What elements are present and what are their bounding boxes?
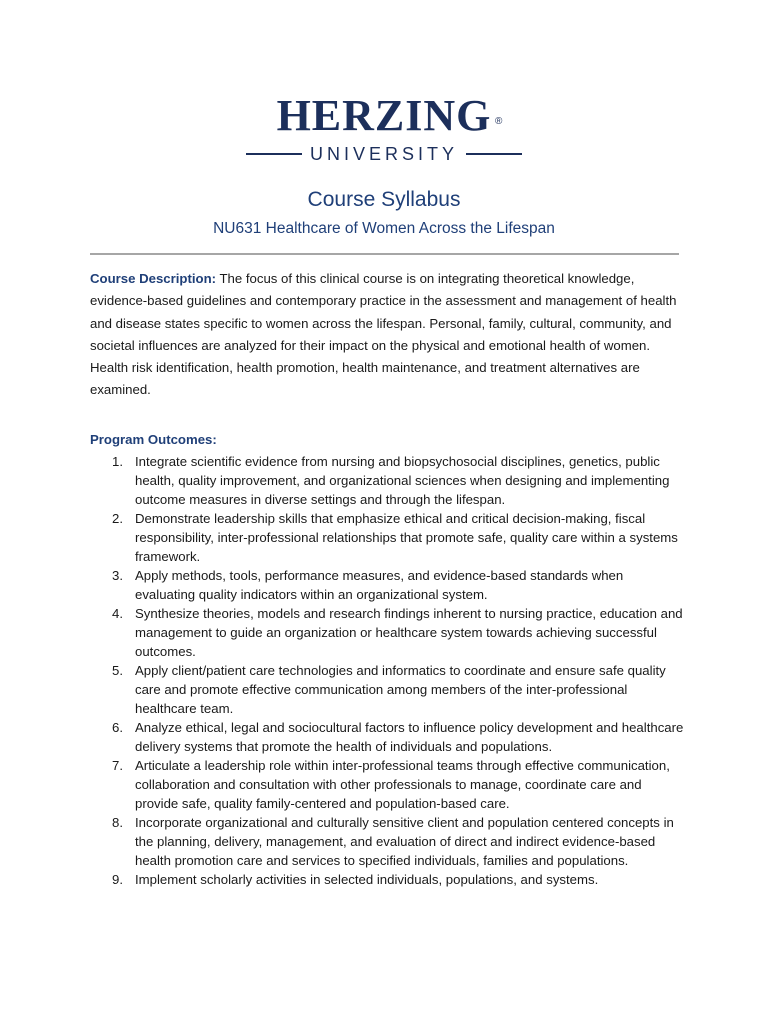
page-title: Course Syllabus xyxy=(307,188,461,211)
program-outcome-item xyxy=(90,756,686,813)
header-divider xyxy=(90,253,679,255)
program-outcome-item xyxy=(90,661,686,718)
program-outcome-text: Implement scholarly activities in selected individuals, populations, and systems. xyxy=(135,872,599,887)
course-description-label: Course Description: xyxy=(90,271,217,286)
logo-name: HERZING xyxy=(276,91,492,140)
program-outcome-number: 7. xyxy=(112,758,123,773)
course-title: NU631 Healthcare of Women Across the Lifespan xyxy=(213,220,555,237)
program-outcome-item xyxy=(90,566,686,604)
program-outcome-number: 6. xyxy=(112,720,123,735)
program-outcome-number: 4. xyxy=(112,606,123,621)
program-outcome-text: Demonstrate leadership skills that emphasize ethical and critical decision-making, fiscal responsibility, inter-professional relationships that promote safe, quality care within a systems framework. xyxy=(135,511,678,564)
program-outcome-item xyxy=(90,718,686,756)
course-description-text: The focus of this clinical course is on integrating theoretical knowledge, evidence-based guidelines and contemporary practice in the assessment and management of health and disease states specific to women across the lifespan. Personal, family, cultural, community, and societal influences are analyzed for their impact on the physical and emotional health of women. Health risk identification, health promotion, health maintenance, and treatment alternatives are examined. xyxy=(90,271,677,398)
course-description xyxy=(90,268,682,402)
university-logo xyxy=(0,92,768,164)
logo-rule-left xyxy=(246,153,302,155)
program-outcome-item xyxy=(90,509,686,566)
program-outcome-text: Apply client/patient care technologies and informatics to coordinate and ensure safe quality care and promote effective communication among members of the inter-professional healthcare team. xyxy=(135,663,666,716)
program-outcome-number: 2. xyxy=(112,511,123,526)
program-outcome-item xyxy=(90,452,686,509)
logo-rule-right xyxy=(466,153,522,155)
program-outcome-text: Apply methods, tools, performance measures, and evidence-based standards when evaluating quality indicators within an organizational system. xyxy=(135,568,624,602)
logo-subtitle: UNIVERSITY xyxy=(309,144,459,164)
program-outcome-number: 5. xyxy=(112,663,123,678)
program-outcome-item xyxy=(90,604,686,661)
program-outcome-number: 9. xyxy=(112,872,123,887)
program-outcome-text: Articulate a leadership role within inter-professional teams through effective communication, collaboration and consultation with other professionals to manage, coordinate care and provide safe, quality family-centered and population-based care. xyxy=(135,758,670,811)
logo-subtitle-row xyxy=(0,144,768,164)
program-outcome-number: 3. xyxy=(112,568,123,583)
logo-registered-mark: ® xyxy=(495,116,504,127)
program-outcome-item xyxy=(90,870,686,889)
program-outcome-number: 1. xyxy=(112,454,123,469)
program-outcomes-list xyxy=(90,452,686,889)
program-outcome-text: Incorporate organizational and culturally sensitive client and population centered concepts in the planning, delivery, management, and evaluation of direct and indirect evidence-based health promotion care and services to specified individuals, families and populations. xyxy=(135,815,674,868)
program-outcome-number: 8. xyxy=(112,815,123,830)
logo-wordmark xyxy=(276,91,504,140)
program-outcome-text: Analyze ethical, legal and sociocultural factors to influence policy development and healthcare delivery systems that promote the health of individuals and populations. xyxy=(135,720,684,754)
program-outcome-text: Synthesize theories, models and research findings inherent to nursing practice, education and management to guide an organization or healthcare system towards achieving successful outcomes. xyxy=(135,606,683,659)
program-outcome-text: Integrate scientific evidence from nursing and biopsychosocial disciplines, genetics, public health, quality improvement, and organizational sciences when designing and implementing outcome measures in diverse settings and through the lifespan. xyxy=(135,454,670,507)
program-outcomes-heading: Program Outcomes: xyxy=(90,432,217,447)
program-outcome-item xyxy=(90,813,686,870)
